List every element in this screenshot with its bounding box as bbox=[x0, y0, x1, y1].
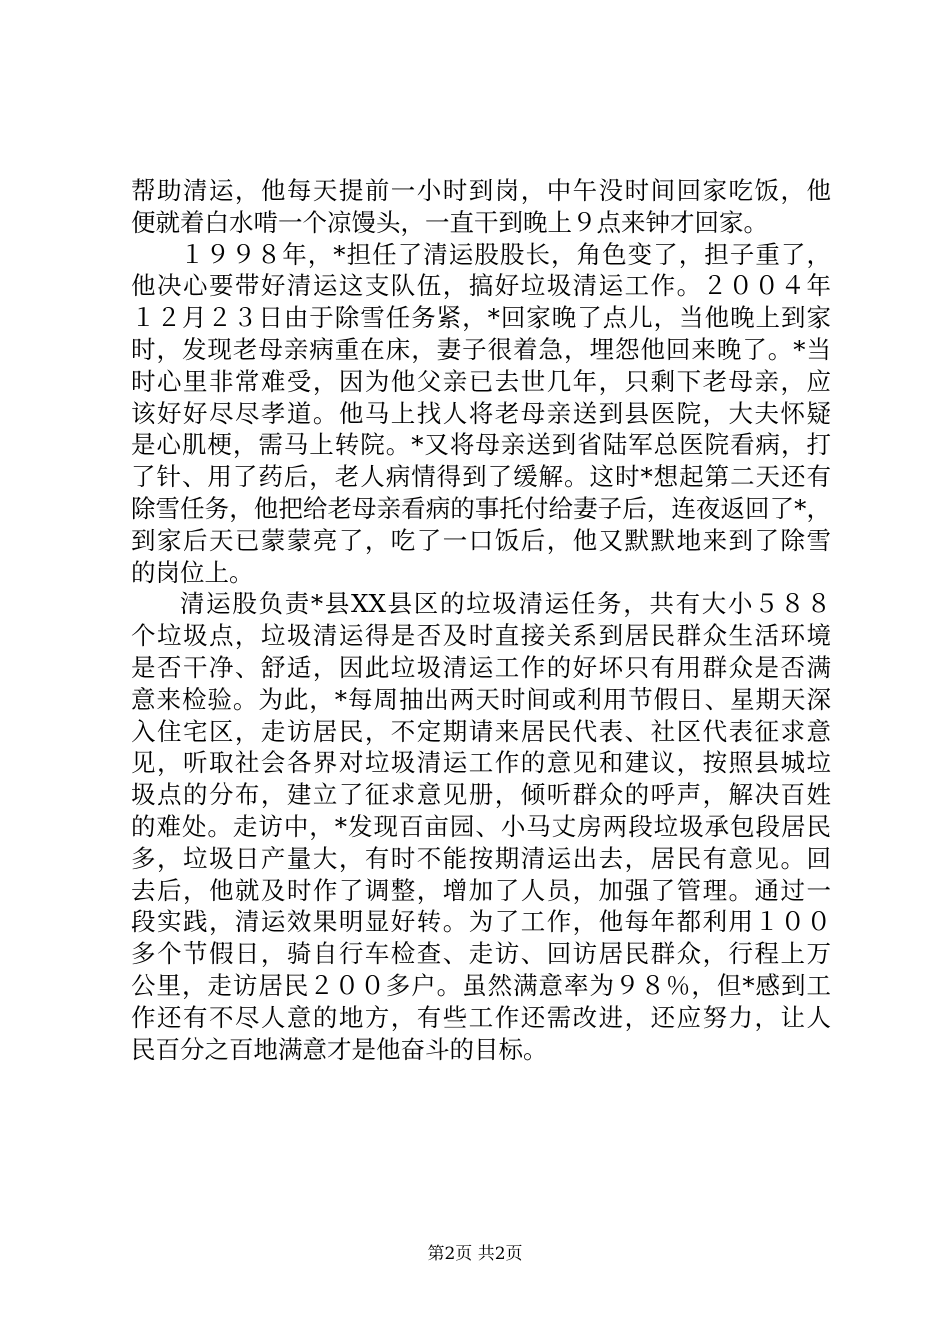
text-line: 除雪任务，他把给老母亲看病的事托付给妻子后，连夜返回了*， bbox=[131, 493, 831, 523]
page-footer: 第2页 共2页 bbox=[427, 1244, 523, 1264]
text-line: 到家后天已蒙蒙亮了，吃了一口饭后，他又默默地来到了除雪 bbox=[131, 525, 831, 555]
paragraph-first-line: 清运股负责*县XX县区的垃圾清运任务，共有大小５８８ bbox=[180, 589, 831, 619]
text-line: 圾点的分布，建立了征求意见册，倾听群众的呼声，解决百姓 bbox=[131, 780, 831, 810]
text-line: 入住宅区，走访居民，不定期请来居民代表、社区代表征求意 bbox=[131, 716, 831, 746]
text-line: 是心肌梗，需马上转院。*又将母亲送到省陆军总医院看病，打 bbox=[131, 430, 831, 460]
text-line: 公里，走访居民２００多户。虽然满意率为９８％，但*感到工 bbox=[131, 970, 831, 1000]
text-line: 时心里非常难受，因为他父亲已去世几年，只剩下老母亲，应 bbox=[131, 366, 831, 396]
text-line: 民百分之百地满意才是他奋斗的目标。 bbox=[131, 1034, 548, 1064]
text-line: 的难处。走访中，*发现百亩园、小马丈房两段垃圾承包段居民 bbox=[131, 811, 831, 841]
text-line: 作还有不尽人意的地方，有些工作还需改进，还应努力，让人 bbox=[131, 1002, 831, 1032]
text-line: 意来检验。为此，*每周抽出两天时间或利用节假日、星期天深 bbox=[131, 684, 831, 714]
text-line: 是否干净、舒适，因此垃圾清运工作的好坏只有用群众是否满 bbox=[131, 652, 831, 682]
text-line: 该好好尽尽孝道。他马上找人将老母亲送到县医院，大夫怀疑 bbox=[131, 398, 831, 428]
text-line: 了针、用了药后，老人病情得到了缓解。这时*想起第二天还有 bbox=[131, 462, 831, 492]
text-line: 他决心要带好清运这支队伍，搞好垃圾清运工作。２００４年 bbox=[131, 271, 831, 301]
text-line: 的岗位上。 bbox=[131, 557, 254, 587]
paragraph-first-line: １９９８年，*担任了清运股股长，角色变了，担子重了， bbox=[180, 239, 831, 269]
text-line: 段实践，清运效果明显好转。为了工作，他每年都利用１００ bbox=[131, 907, 831, 937]
text-line: 个垃圾点，垃圾清运得是否及时直接关系到居民群众生活环境 bbox=[131, 621, 831, 651]
text-line: １２月２３日由于除雪任务紧，*回家晚了点儿，当他晚上到家 bbox=[131, 303, 831, 333]
text-line: 多个节假日，骑自行车检查、走访、回访居民群众，行程上万 bbox=[131, 939, 831, 969]
body-text bbox=[131, 175, 831, 1065]
text-line: 去后，他就及时作了调整，增加了人员，加强了管理。通过一 bbox=[131, 875, 831, 905]
text-line: 见，听取社会各界对垃圾清运工作的意见和建议，按照县城垃 bbox=[131, 748, 831, 778]
text-line: 时，发现老母亲病重在床，妻子很着急，埋怨他回来晚了。*当 bbox=[131, 334, 831, 364]
text-line: 多，垃圾日产量大，有时不能按期清运出去，居民有意见。回 bbox=[131, 843, 831, 873]
text-line: 帮助清运，他每天提前一小时到岗，中午没时间回家吃饭，他 bbox=[131, 176, 831, 205]
text-line: 便就着白水啃一个凉馒头，一直干到晚上９点来钟才回家。 bbox=[131, 207, 768, 237]
